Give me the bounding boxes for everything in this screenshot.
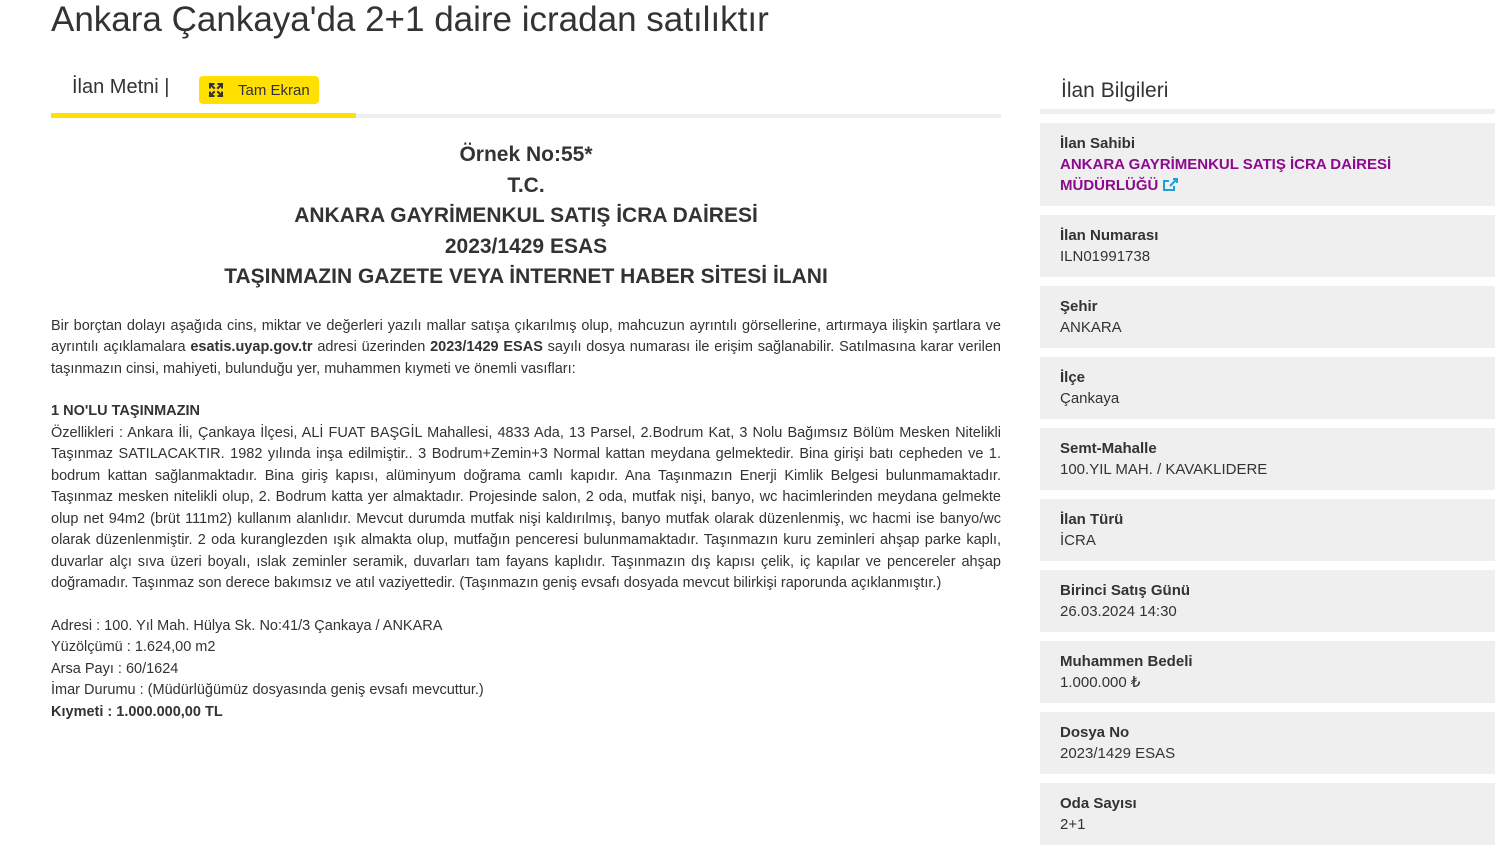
expand-icon [208, 82, 224, 98]
info-card-listing-number [1040, 215, 1495, 277]
listing-info-sidebar [1040, 72, 1495, 845]
example-number: Örnek No:55* [459, 143, 593, 166]
info-label: Oda Sayısı [1060, 795, 1137, 812]
fullscreen-label: Tam Ekran [238, 81, 310, 99]
info-card-listing-type [1040, 499, 1495, 561]
property-zoning: İmar Durumu : (Müdürlüğümüz dosyasında geniş evsafı mevcuttur.) [51, 682, 484, 698]
info-card-district [1040, 357, 1495, 419]
info-value: ILN01991738 [1060, 248, 1151, 265]
case-number: 2023/1429 ESAS [444, 234, 608, 258]
info-label: Dosya No [1060, 724, 1130, 741]
info-label: Şehir [1060, 298, 1098, 315]
property-value: Kıymeti : 1.000.000,00 TL [51, 703, 223, 720]
external-link-icon [1162, 177, 1179, 192]
info-label: İlan Sahibi [1060, 135, 1136, 152]
owner-name: ANKARA GAYRİMENKUL SATIŞ İCRA DAİRESİ MÜDÜRLÜĞÜ [1060, 156, 1392, 194]
fullscreen-button[interactable] [199, 76, 319, 104]
announcement-panel [51, 68, 1001, 723]
info-card-estimated-value [1040, 641, 1495, 703]
info-label: Birinci Satış Günü [1060, 582, 1191, 599]
tab-bar [51, 68, 1001, 118]
property-share: Arsa Payı : 60/1624 [51, 660, 179, 677]
info-label: İlçe [1060, 369, 1086, 386]
info-value: 2+1 [1060, 816, 1086, 833]
office-name: ANKARA GAYRİMENKUL SATIŞ İCRA DAİRESİ [294, 204, 758, 227]
intro-text-2: adresi üzerinden [312, 339, 431, 355]
intro-paragraph [51, 316, 1001, 381]
info-card-room-count [1040, 783, 1495, 845]
esatis-link: esatis.uyap.gov.tr [190, 339, 313, 355]
info-value: 2023/1429 ESAS [1060, 745, 1176, 762]
intro-file-number: 2023/1429 ESAS [430, 339, 543, 355]
property-features: Özellikleri : Ankara İli, Çankaya İlçesi, ALİ FUAT BAŞGİL Mahallesi, 4833 Ada, 13 Parsel, 2.Bodrum Kat, 3 Nolu Bağımsız Bölüm Mesken Nitelikli Taşınmaz SATILACAKTIR. 1982 yılında inşa edilmiştir.. 3 Bodrum+Zemin+3 Normal kattan meydana gelmektedir. Bina girişi batı cepheden ve 1. bodrum kattan sağlanmaktadır. Bina giriş kapısı, alüminyum doğrama camlı kapıdır. Ana Taşınmazın Enerji Kimlik Belgesi bulunmamaktadır. Taşınmaz mesken nitelikli olup, 2. Bodrum katta yer almaktadır. Projesinde salon, 2 oda, mutfak nişi, banyo, wc hacimlerinden meydana gelmekte olup net 94m2 (brüt 111m2) kullanım alanlıdır. Mevcut durumda mutfak nişi kaldırılmış, banyo mutfak olarak düzenlenmiş, wc hacmi ise banyo/wc olarak düzenlenmiştir. 2 oda kuranglezden ışık almakta olup, mutfağın penceresi bulunmamaktadır. Taşınmazın kuru zeminleri ahşap parke kaplı, duvarlar alçı sıva üzeri boyalı, ıslak zeminler seramik, duvarları tam fayans kaplıdır. Taşınmazın dış kapısı çelik, iç kapılar ve pencereler ahşap doğramadır. Taşınmaz son derece bakımsız ve atıl vaziyettedir. (Taşınmazın geniş evsafı dosyada mevcut bilirkişi raporunda açıklanmıştır.) [51, 424, 1001, 591]
info-card-neighborhood [1040, 428, 1495, 490]
info-value: 1.000.000 ₺ [1060, 674, 1141, 691]
owner-link[interactable] [1060, 156, 1391, 194]
country-label: T.C. [507, 173, 545, 197]
info-card-file-number [1040, 712, 1495, 774]
info-label: Muhammen Bedeli [1060, 653, 1193, 670]
info-value: 100.YIL MAH. / KAVAKLIDERE [1060, 461, 1268, 478]
info-card-first-sale-date [1040, 570, 1495, 632]
info-label: İlan Numarası [1060, 227, 1159, 244]
info-card-owner [1040, 123, 1495, 206]
property-section-title: 1 NO'LU TAŞINMAZIN [51, 403, 200, 419]
info-value: ANKARA [1060, 319, 1122, 336]
info-card-city [1040, 286, 1495, 348]
page-title: Ankara Çankaya'da 2+1 daire icradan satılıktır [51, 0, 769, 39]
info-label: Semt-Mahalle [1060, 440, 1157, 457]
info-value: İCRA [1060, 532, 1096, 549]
info-value: 26.03.2024 14:30 [1060, 603, 1177, 620]
property-area: Yüzölçümü : 1.624,00 m2 [51, 639, 216, 655]
info-label: İlan Türü [1060, 511, 1124, 528]
info-value: Çankaya [1060, 390, 1120, 407]
announcement-type: TAŞINMAZIN GAZETE VEYA İNTERNET HABER SİTESİ İLANI [224, 265, 828, 288]
tab-active-indicator [51, 113, 356, 118]
property-details [51, 616, 1001, 724]
tab-ilan-metni[interactable]: İlan Metni | [72, 76, 170, 98]
announcement-heading [51, 140, 1001, 293]
sidebar-title: İlan Bilgileri [1040, 72, 1495, 114]
intro-text-3: sayılı dosya numarası ile erişim sağlanabilir. Satılmasına karar verilen taşınmazın cinsi, mahiyeti, bulunduğu yer, muhammen kıymeti ve önemli vasıfları: [51, 339, 1001, 377]
intro-text-1: Bir borçtan dolayı aşağıda cins, miktar ve değerleri yazılı mallar satışa çıkarılmış olup, mahcuzun ayrıntılı görsellerine, artırmaya ilişkin şartlara ve ayrıntılı açıklamalara [51, 317, 1001, 355]
property-address: Adresi : 100. Yıl Mah. Hülya Sk. No:41/3 Çankaya / ANKARA [51, 617, 443, 634]
